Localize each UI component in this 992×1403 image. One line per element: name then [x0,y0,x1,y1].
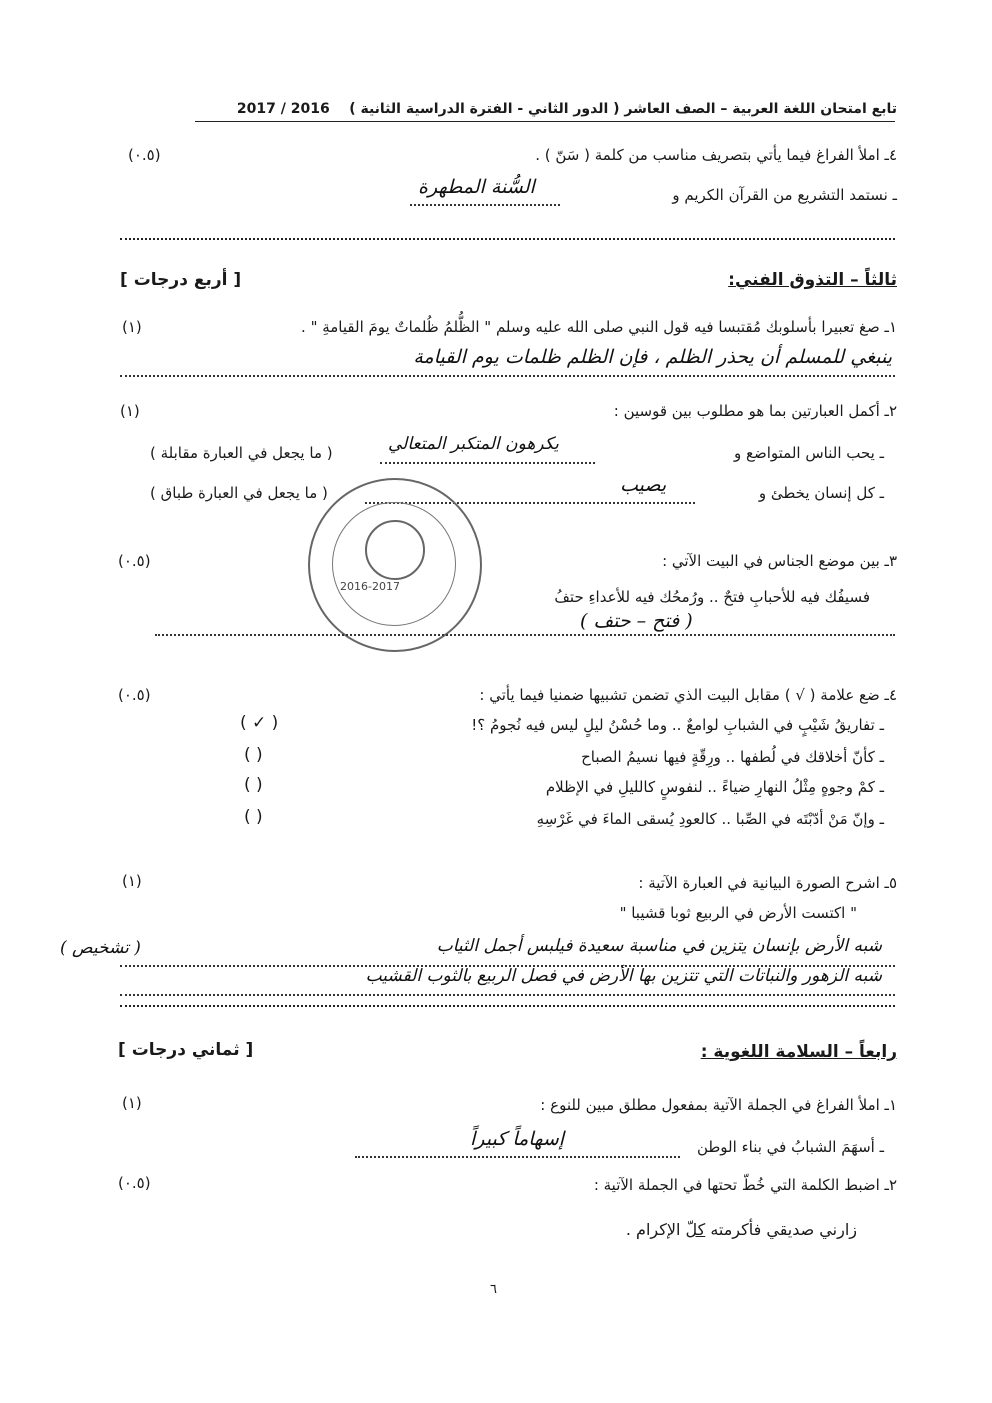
stamp-emblem [365,520,425,580]
page-number: ٦ [490,1282,497,1297]
page-header [97,101,897,117]
section3-points: [ أربع درجات ] [120,270,242,290]
s3-q5-text: ٥ـ اشرح الصورة البيانية في العبارة الآتية : [638,874,897,892]
s4-q2-sentence-after: الإكرام . [625,1220,686,1239]
s3-q2-line1-hint: ( ما يجعل في العبارة مقابلة ) [150,444,333,462]
s3-q2-line1-answer: يكرهون المتكبر المتعالي [388,434,559,454]
section-separator [120,238,895,240]
s3-q2-line2: ـ كل إنسان يخطئ و [758,484,884,502]
s3-q4-verse-2: ـ كأنّ أخلاقك في لُطفها .. ورِقّةٍ فيها نسيمُ الصباح [581,748,884,766]
header-title: تابع امتحان اللغة العربية – الصف العاشر ( الدور الثاني - الفترة الدراسية الثانية ) [349,101,897,117]
s3-q2-text: ٢ـ أكمل العبارتين بما هو مطلوب بين قوسين : [613,402,897,420]
answer-line [410,204,560,206]
s3-q4-text: ٤ـ ضع علامة ( √ ) مقابل البيت الذي تضمن تشبيها ضمنيا فيما يأتي : [479,686,897,704]
q4-top-answer: السُّنة المطهرة [418,176,535,198]
answer-line [380,462,595,464]
s3-q4-marks: (٠.٥) [118,686,151,704]
s4-q1-marks: (١) [122,1094,142,1112]
s4-q2-marks: (٠.٥) [118,1174,151,1192]
s3-q3-text: ٣ـ بين موضع الجناس في البيت الآتي : [662,552,897,570]
answer-line [355,1156,680,1158]
official-stamp [308,478,482,652]
q4-top-question: ٤ـ املأ الفراغ فيما يأتي بتصريف مناسب من كلمة ( سَنّ ) . [535,146,897,164]
section4-title: رابعاً – السلامة اللغوية : [700,1042,897,1062]
s3-q2-line1: ـ يحب الناس المتواضع و [733,444,884,462]
header-underline [195,121,895,122]
s4-q1-sentence: ـ أسهَمَ الشبابُ في بناء الوطن [696,1138,884,1156]
s3-q3-answer: ( فتح – حتف ) [580,610,693,632]
checkbox-1: ( ✓ ) [240,713,279,733]
s3-q1-answer: ينبغي للمسلم أن يحذر الظلم ، فإن الظلم ظلمات يوم القيامة [413,346,892,368]
header-year: 2017 / 2016 [236,101,330,117]
s3-q4-verse-3: ـ كمْ وجوهٍ مِثْلُ النهارِ ضياءً .. لنفوسٍ كالليلِ في الإظلام [545,778,884,796]
s4-q2-underlined-word: كلّ [685,1220,706,1239]
s3-q2-line2-hint: ( ما يجعل في العبارة طباق ) [150,484,328,502]
answer-line [120,375,895,377]
stamp-year: 2016-2017 [340,580,400,593]
s3-q5-answer1-note: ( تشخيص ) [60,938,141,958]
s4-q2-sentence-before: زارني صديقي فأكرمته [705,1220,857,1239]
s3-q1-marks: (١) [122,318,142,336]
s3-q2-marks: (١) [120,402,140,420]
s4-q1-answer: إسهاماً كبيراً [470,1128,565,1150]
s4-q1-text: ١ـ املأ الفراغ في الجملة الآتية بمفعول مطلق مبين للنوع : [540,1096,897,1114]
checkbox-4: ( ) [244,807,263,827]
s3-q4-verse-1: ـ تفاريقُ شَيْبٍ في الشبابِ لوامعٌ .. وما حُسْنُ ليلٍ ليس فيه نُجومُ ؟! [471,716,884,734]
s4-q2-text: ٢ـ اضبط الكلمة التي خُطّ تحتها في الجملة الآتية : [593,1176,897,1194]
checkbox-2: ( ) [244,745,263,765]
s3-q2-line2-answer: يصيب [620,474,667,496]
s3-q5-quote: " اكتست الأرض في الربيع ثوبا قشيبا " [619,904,857,922]
s3-q1-text: ١ـ صغ تعبيرا بأسلوبك مُقتبسا فيه قول النبي صلى الله عليه وسلم " الظُّلمُ ظُلماتٌ يومَ القيامةِ " . [301,318,897,336]
s3-q5-answer2: شبه الزهور والنباتات التي تتزين بها الأرض في فصل الربيع بالثوب القشيب [365,966,882,986]
s3-q5-marks: (١) [122,872,142,890]
q4-top-marks: (٠.٥) [128,146,161,164]
s3-q5-answer1: شبه الأرض بإنسان يتزين في مناسبة سعيدة فيلبس أجمل الثياب [436,936,882,956]
section4-points: [ ثماني درجات ] [118,1040,254,1060]
s3-q3-verse: فسيفُك فيه للأحبابِ فتحٌ .. ورُمحُك فيه للأعداءِ حتفُ [554,588,870,606]
s3-q3-marks: (٠.٥) [118,552,151,570]
s4-q2-sentence [626,1220,857,1239]
s3-q4-verse-4: ـ وإنّ مَنْ أدّبْتَه في الصِّبا .. كالعودِ يُسقى الماءَ في غَرْسِهِ [536,810,884,828]
answer-line [155,634,895,636]
answer-line [120,994,895,996]
section-separator [120,1005,895,1007]
checkbox-3: ( ) [244,775,263,795]
section3-title: ثالثاً – التذوق الفني: [728,270,897,290]
q4-top-sentence: ـ نستمد التشريع من القرآن الكريم و [672,186,897,204]
